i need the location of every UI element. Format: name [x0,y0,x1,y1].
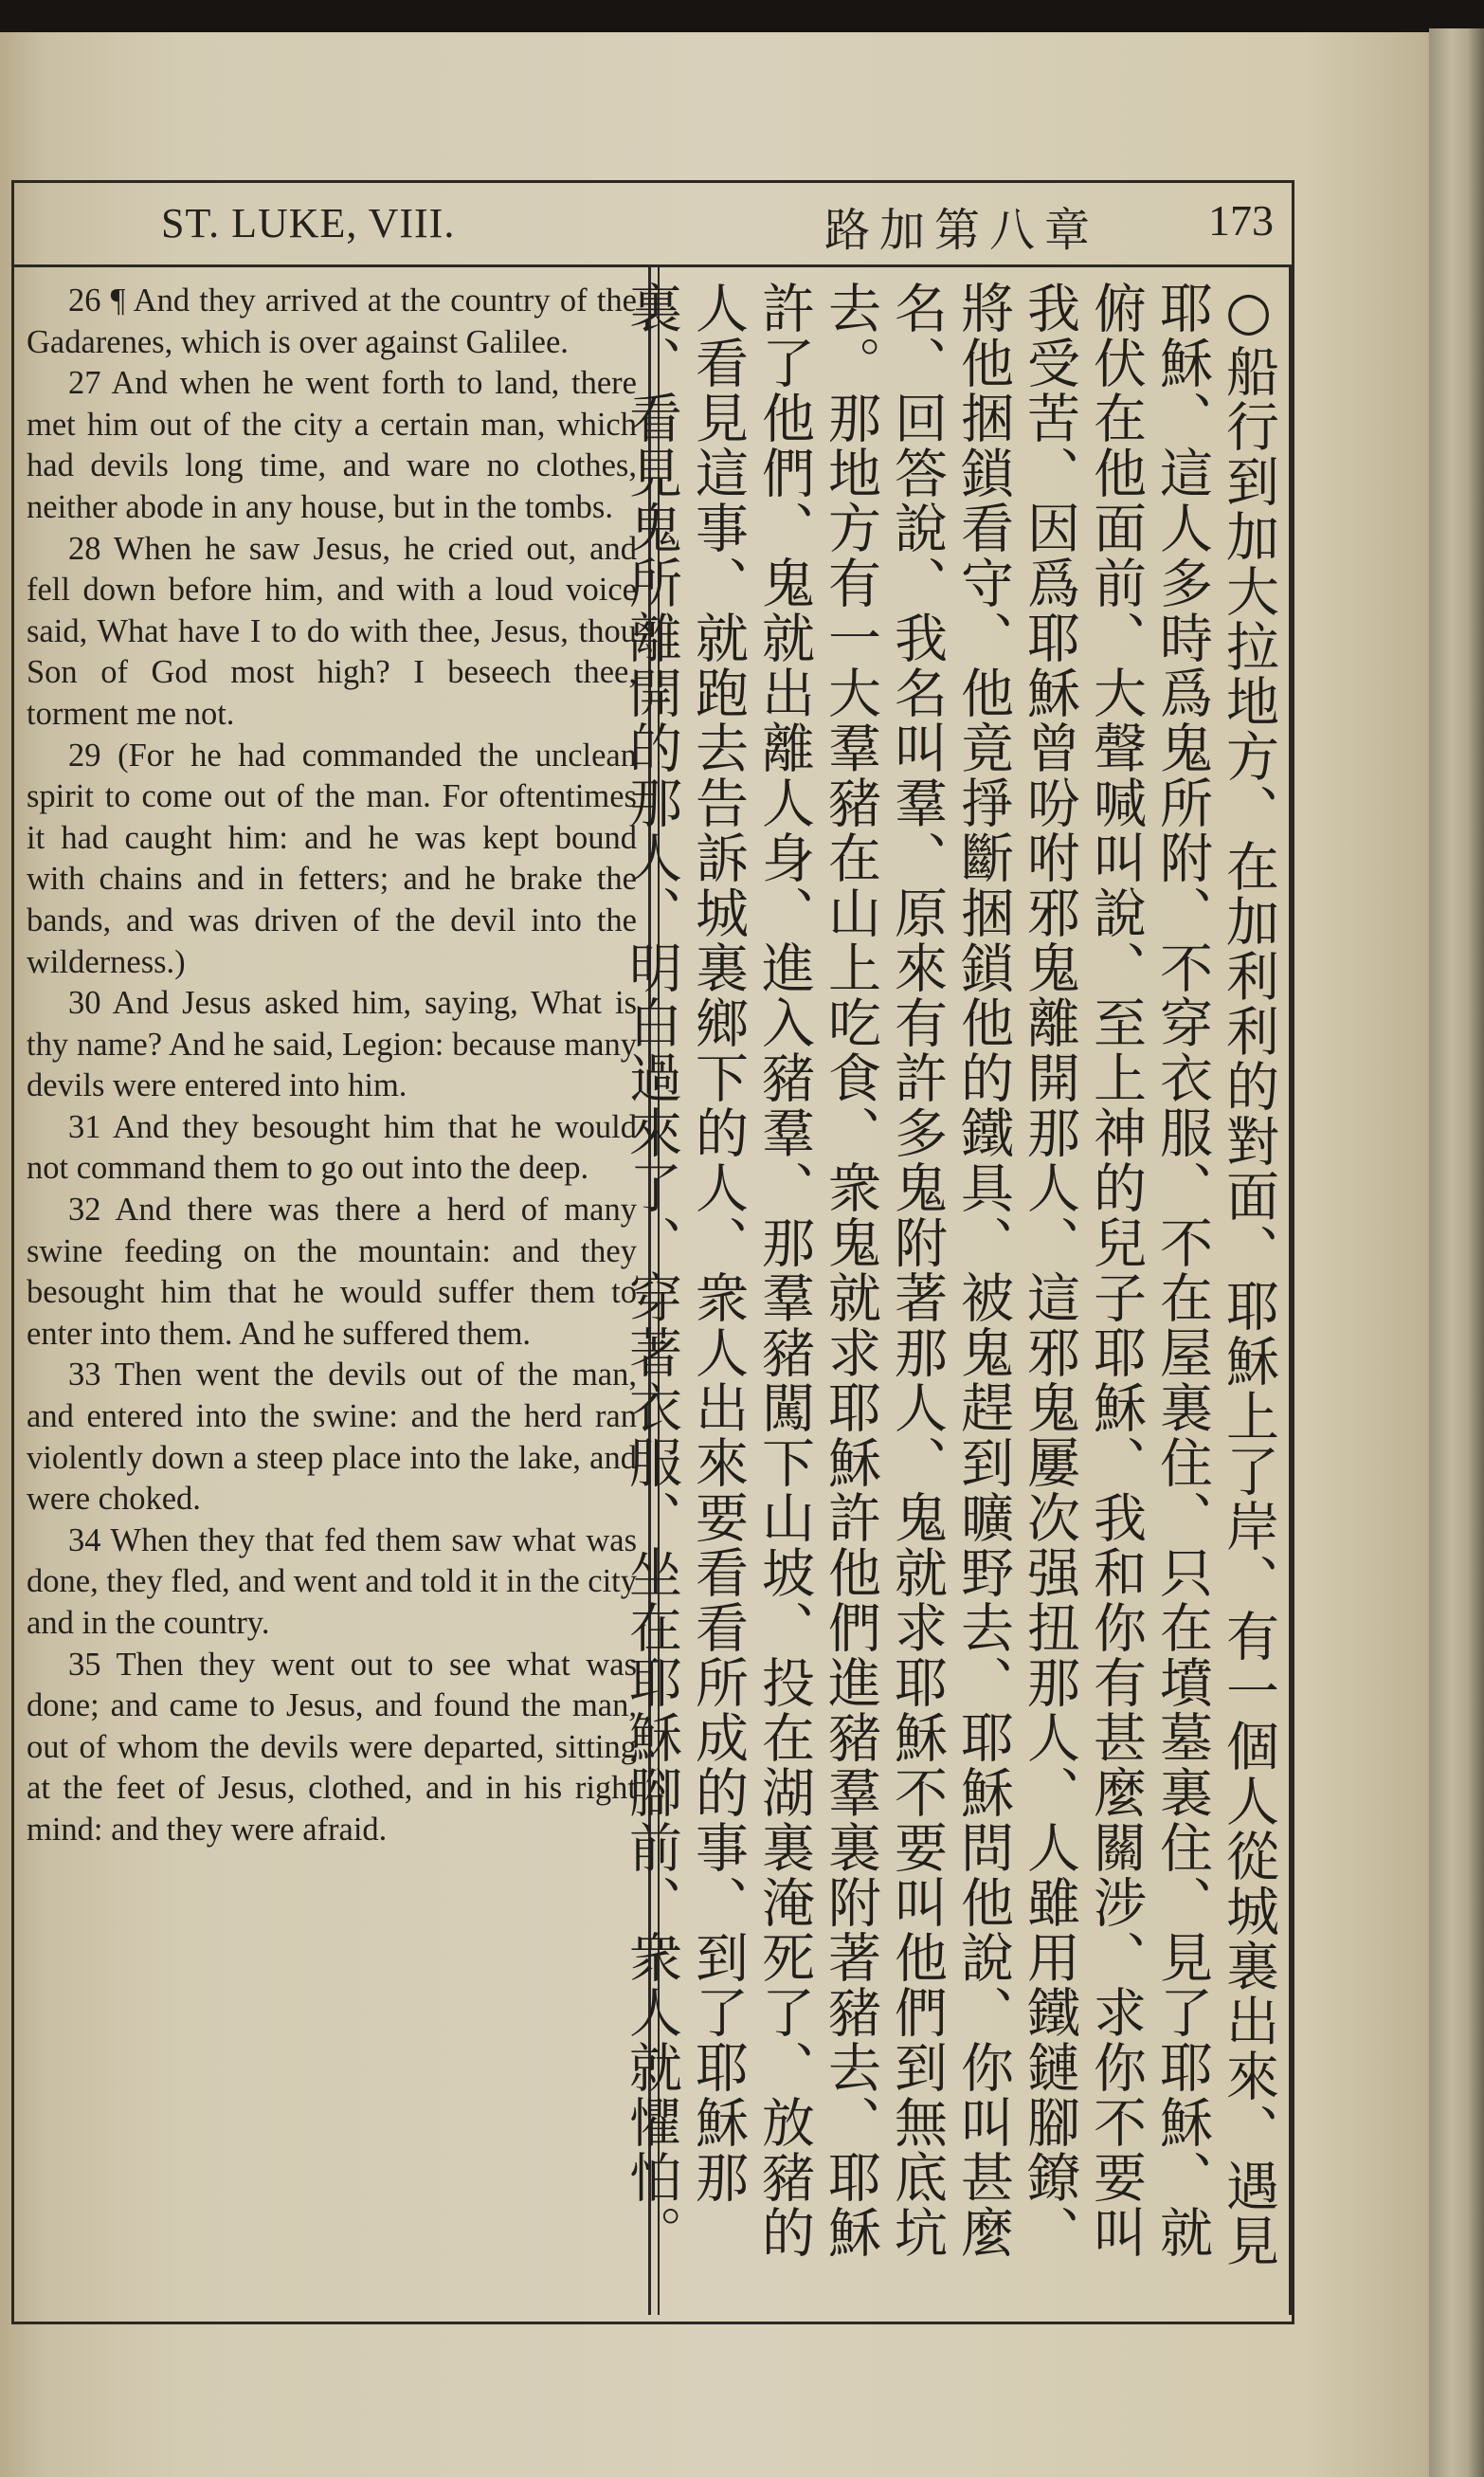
verse-28: 28 When he saw Jesus, he cried out, and fell down before him, and with a loud voice said, What have I to do with thee, Jesus, thou Son of God most high? I beseech thee, torment me not. [27,530,637,732]
verse-32: 32 And there was there a herd of many swine feeding on the mountain: and they besought him that he would suffer them to enter into them. And he suffered them. [27,1192,637,1352]
chinese-passage: ○船行到加大拉地方、在加利利的對面、耶穌上了岸、有一個人從城裏出來、遇見耶穌、這人多時爲鬼所附、不穿衣服、不在屋裏住、只在墳墓裏住、見了耶穌、就俯伏在他面前、大聲喊叫說、至上神的兒子耶穌、我和你有甚麼關涉、求你不要叫我受苦、因爲耶穌曾吩咐邪鬼離開那人、這邪鬼屢次强扭那人、人雖用鐵鏈腳鐐、將他捆鎖看守、他竟掙斷捆鎖他的鐵具、被鬼趕到曠野去、耶穌問他說、你叫甚麼名、回答說、我名叫羣、原來有許多鬼附著那人、鬼就求耶穌不要叫他們到無底坑去。那地方有一大羣豬在山上吃食、衆鬼就求耶穌許他們進豬羣裏附著豬去、耶穌許了他們、鬼就出離人身、進入豬羣、那羣豬闖下山坡、投在湖裏淹死了、放豬的人看見這事、就跑去告訴城裏鄉下的人、衆人出來要看看所成的事、到了耶穌那裏、看見鬼所離開的那人、明白過來了、穿著衣服、坐在耶穌腳前、衆人就懼怕。 [621,281,1279,2268]
page-number: 173 [1208,196,1274,245]
chinese-column-rule [1289,267,1292,2315]
running-head: ST. LUKE, VIII. [161,200,456,246]
verse-30: 30 And Jesus asked him, saying, What is thy name? And he said, Legion: because many devils were entered into him. [27,985,637,1104]
verse-27: 27 And when he went forth to land, there met him out of the city a certain man, which had devils long time, and ware no clothes, neither abode in any house, but in the tombs. [27,365,637,525]
verse-26: 26 ¶ And they arrived at the country of the Gadarenes, which is over against Galilee. [27,282,637,360]
verse-35: 35 Then they went out to see what was done; and came to Jesus, and found the man, out of whom the devils were departed, sitting at the feet of Jesus, clothed, and in his right mind: and they were afraid. [27,1646,637,1848]
page-top-shadow [0,0,1484,32]
verse-34: 34 When they that fed them saw what was done, they fled, and went and told it in the city and in the country. [27,1521,637,1641]
english-text-column [27,281,637,1851]
verse-29: 29 (For he had commanded the unclean spirit to come out of the man. For oftentimes it had caught him: and he was kept bound with chains and in fetters; and he brake the bands, and was driven of the devil into the wilderness.) [27,737,637,980]
verse-33: 33 Then went the devils out of the man, and entered into the swine: and the herd ran violently down a steep place into the lake, and were choked. [27,1357,637,1518]
chinese-text-column [621,281,1281,2309]
chinese-chapter-head: 路加第八章 [824,206,1100,256]
book-spine-edge [1429,28,1484,2477]
verse-31: 31 And they besought him that he would not command them to go out into the deep. [27,1108,637,1187]
